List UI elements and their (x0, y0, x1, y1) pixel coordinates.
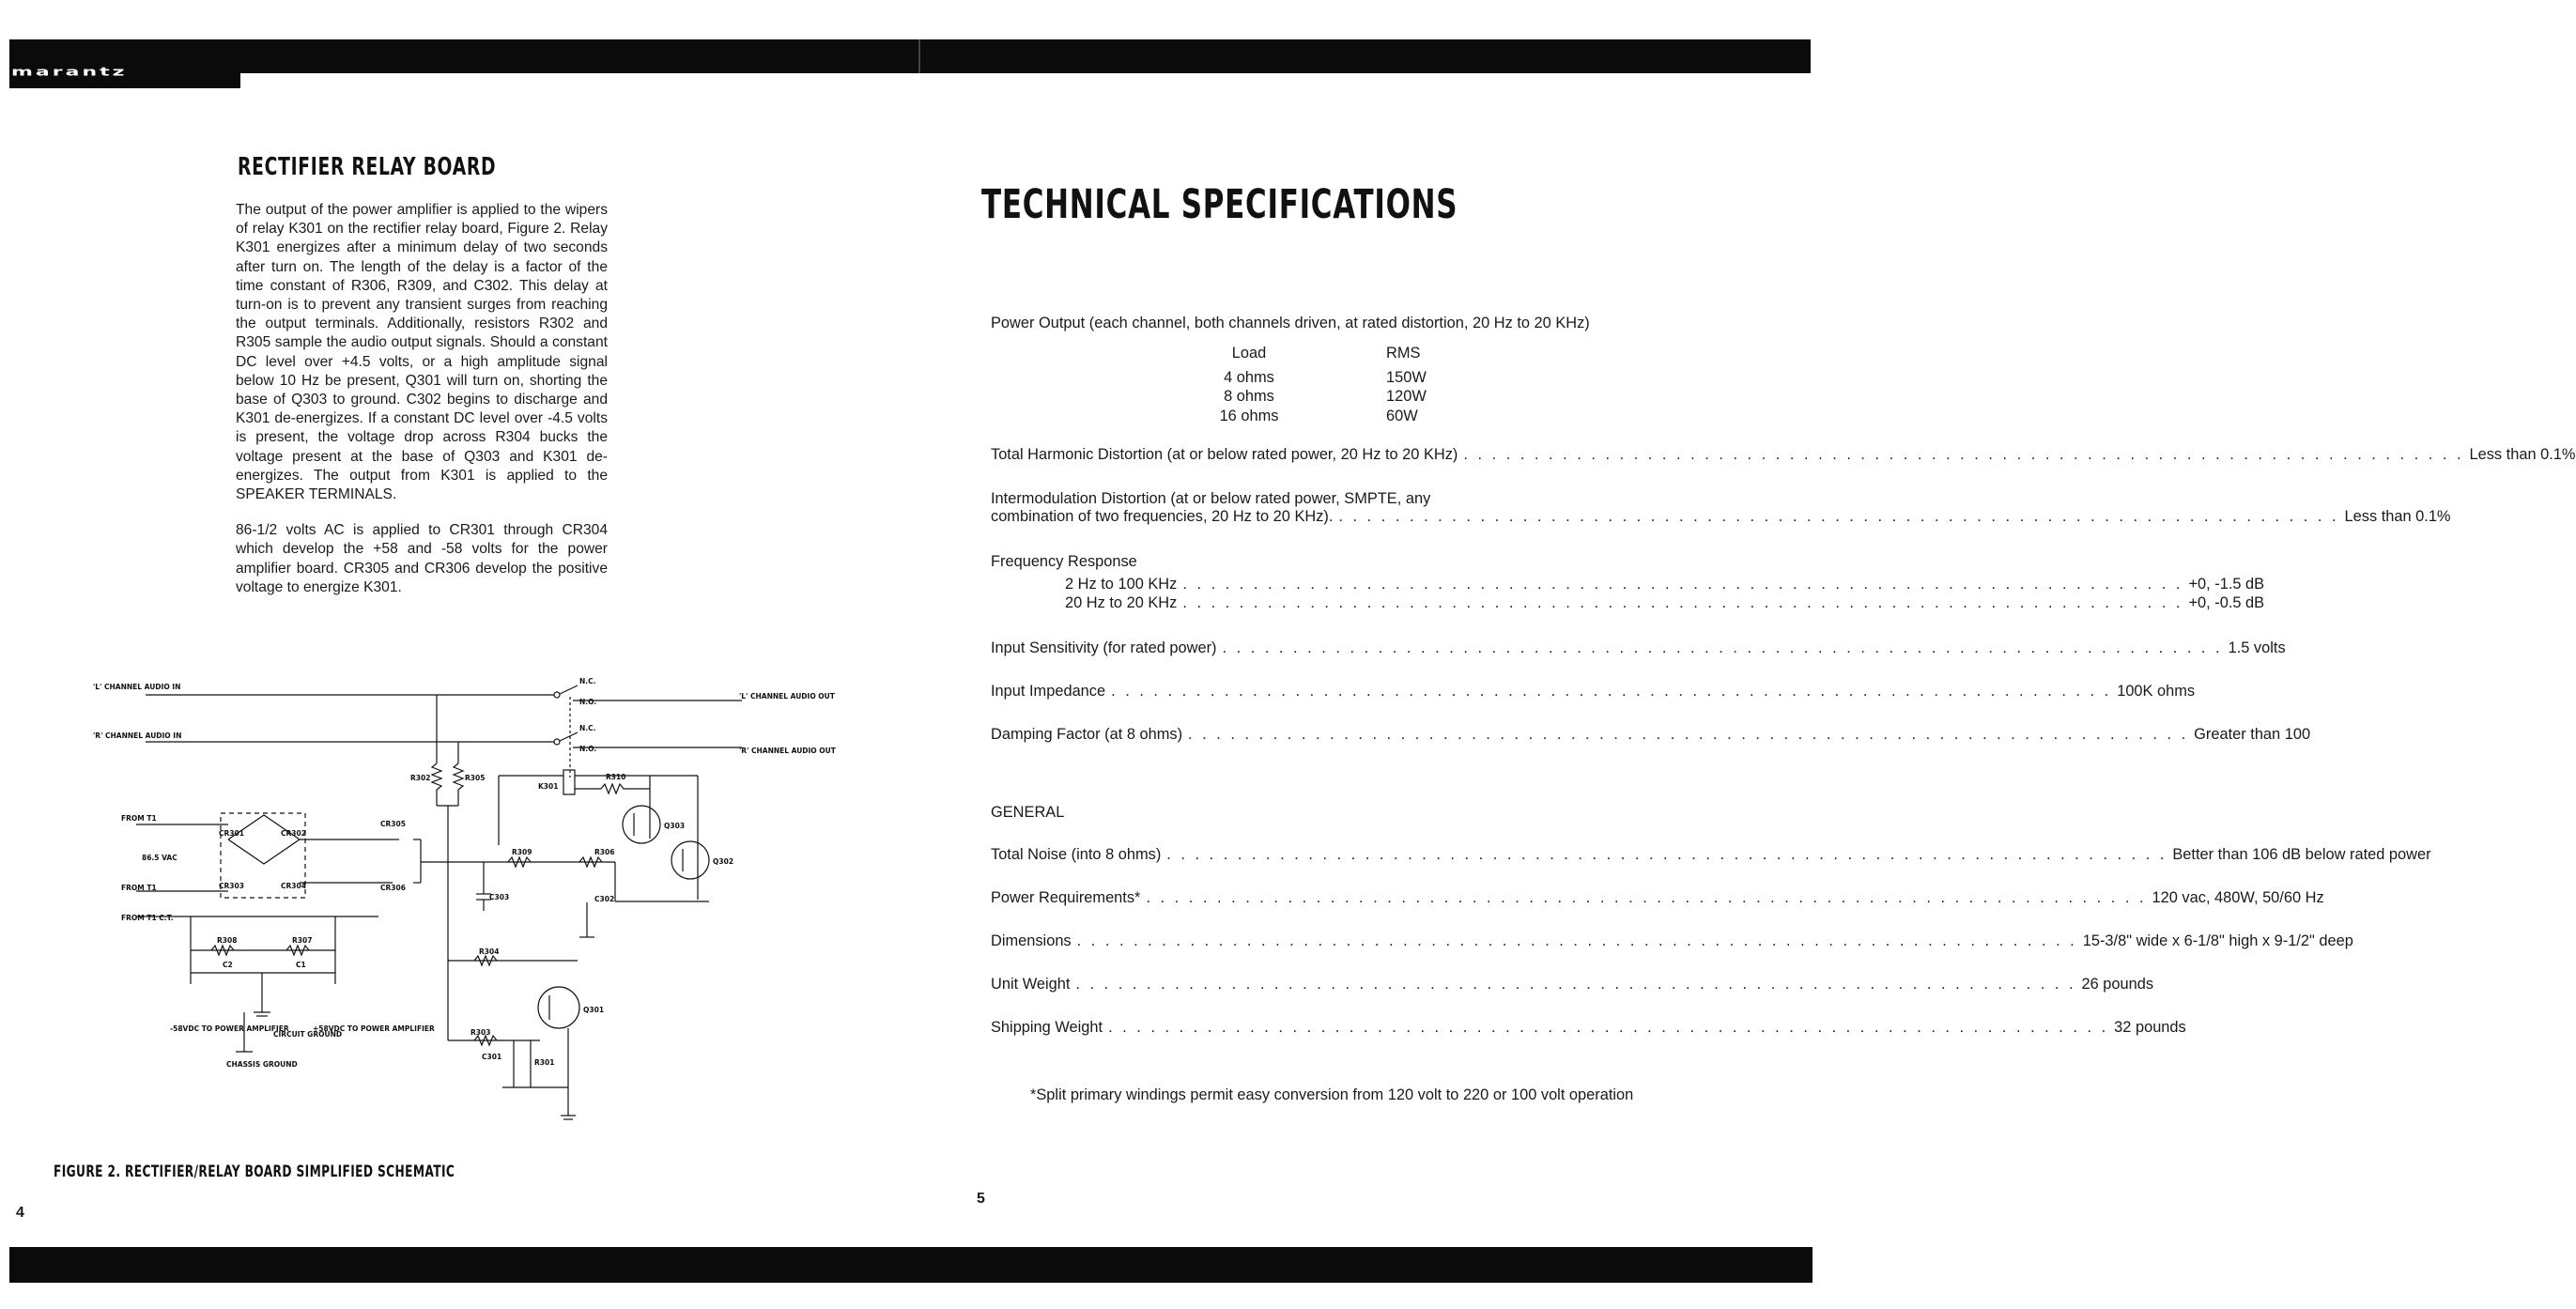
rms-column (1386, 344, 1427, 425)
dim-label: Dimensions (991, 932, 1072, 949)
leader-dots (1105, 683, 2117, 701)
leader-dots (1333, 508, 2344, 526)
spec-dimensions (991, 932, 2353, 950)
brand-logo: marantz (11, 66, 128, 79)
rms-8: 120W (1386, 388, 1427, 405)
freq-label: Frequency Response (991, 553, 1137, 570)
label-q301: Q301 (583, 1006, 605, 1014)
thd-value: Less than 0.1% (2469, 446, 2576, 463)
footnote: *Split primary windings permit easy conversion from 120 volt to 220 or 100 volt operation (1030, 1086, 1634, 1103)
unit-label: Unit Weight (991, 976, 1071, 993)
rms-4: 150W (1386, 368, 1427, 386)
load-column (1211, 344, 1287, 425)
label-c1: C1 (296, 961, 306, 969)
imd-label-1: Intermodulation Distortion (at or below rated power, SMPTE, any (991, 490, 1431, 507)
label-q302: Q302 (713, 857, 734, 866)
label-r310: R310 (606, 773, 626, 781)
bottom-black-bar (9, 1247, 1812, 1283)
rms-header: RMS (1386, 345, 1421, 362)
leader-dots (1177, 594, 2188, 612)
rectifier-body-text (236, 201, 608, 614)
label-pos58: +58VDC TO POWER AMPLIFIER (313, 1024, 435, 1033)
figure-caption: FIGURE 2. RECTIFIER/RELAY BOARD SIMPLIFIED SCHEMATIC (54, 1163, 455, 1181)
freq-1-value: +0, -1.5 dB (2188, 576, 2265, 593)
label-c2: C2 (223, 961, 233, 969)
label-r304: R304 (479, 947, 500, 956)
leader-dots (1070, 976, 2081, 993)
label-no-2: N.O. (579, 745, 597, 753)
leader-dots (1161, 846, 2172, 864)
dim-value: 15-3/8" wide x 6-1/8" high x 9-1/2" deep (2082, 932, 2353, 949)
label-cr304: CR304 (281, 882, 306, 890)
paragraph-1: The output of the power amplifier is applied to the wipers of relay K301 on the rectifier relay board, Figure 2. Relay K301 energizes after a minimum delay of two seconds after turn on. The length of the delay is a factor of the time constant of R306, R309, and C302. This delay at turn-on is to prevent any transient surges from reaching the output terminals. Additionally, resistors R302 and R305 sample the audio output signals. Should a constant DC level over +4.5 volts, or a high amplitude signal below 10 Hz be present, Q301 will turn on, shorting the base of Q303 to ground. C302 begins to discharge and K301 de-energizes. If a constant DC level over -4.5 volts is present, the voltage drop across R304 bucks the voltage present at the base of Q303 and K301 de-energizes. The output from K301 is applied to the SPEAKER TERMINALS. (236, 202, 608, 503)
load-16: 16 ohms (1219, 407, 1279, 424)
noise-value: Better than 106 dB below rated power (2172, 846, 2431, 863)
label-l-in: 'L' CHANNEL AUDIO IN (93, 683, 181, 691)
noise-label: Total Noise (into 8 ohms) (991, 846, 1162, 863)
spec-noise (991, 846, 2431, 864)
label-cr303: CR303 (219, 882, 244, 890)
label-r306: R306 (594, 848, 615, 856)
label-no-1: N.O. (579, 698, 597, 706)
damp-label: Damping Factor (at 8 ohms) (991, 726, 1183, 743)
spec-damping (991, 726, 2311, 744)
label-circuit-ground: CIRCUIT GROUND (273, 1030, 343, 1039)
label-r307: R307 (292, 936, 313, 945)
load-header: Load (1231, 345, 1267, 362)
ship-label: Shipping Weight (991, 1019, 1103, 1036)
leader-dots (1103, 1019, 2114, 1037)
label-nc-1: N.C. (579, 677, 596, 685)
ship-value: 32 pounds (2114, 1019, 2186, 1036)
label-cr302: CR302 (281, 829, 306, 838)
label-chassis-ground: CHASSIS GROUND (226, 1060, 298, 1069)
damp-value: Greater than 100 (2194, 726, 2311, 743)
label-from-t1-a: FROM T1 (121, 814, 157, 823)
leader-dots (1177, 576, 2188, 593)
label-r301: R301 (534, 1058, 555, 1067)
label-l-out: 'L' CHANNEL AUDIO OUT (739, 692, 835, 701)
fold-mark-top (918, 39, 920, 73)
spec-power (991, 889, 2324, 907)
paragraph-2: 86-1/2 volts AC is applied to CR301 through CR304 which develop the +58 and -58 volts for the power amplifier board. CR305 and CR306 develop the positive voltage to energize K301. (236, 522, 608, 595)
spec-thd (991, 446, 2576, 464)
label-from-t1-b: FROM T1 (121, 884, 157, 892)
leader-dots (1072, 932, 2083, 950)
label-cr301: CR301 (219, 829, 244, 838)
label-k301: K301 (538, 782, 559, 791)
label-q303: Q303 (664, 822, 686, 830)
sens-label: Input Sensitivity (for rated power) (991, 639, 1217, 656)
label-c302: C302 (594, 895, 615, 903)
spec-impedance (991, 683, 2196, 701)
freq-2-label: 20 Hz to 20 KHz (1065, 594, 1178, 611)
leader-dots (1140, 889, 2152, 907)
load-4: 4 ohms (1224, 368, 1274, 386)
rectifier-relay-board-title: RECTIFIER RELAY BOARD (238, 153, 497, 181)
spec-shipping-weight (991, 1019, 2186, 1037)
imd-value: Less than 0.1% (2344, 508, 2451, 525)
spec-freq-2 (1065, 594, 2265, 612)
freq-2-value: +0, -0.5 dB (2188, 594, 2265, 611)
leader-dots (1217, 639, 2229, 657)
spec-imd (991, 508, 2451, 526)
label-cr306: CR306 (380, 884, 406, 892)
power-output-label: Power Output (each channel, both channels driven, at rated distortion, 20 Hz to 20 KHz) (991, 315, 1590, 331)
load-8: 8 ohms (1224, 388, 1274, 405)
label-c303: C303 (489, 893, 510, 901)
power-label: Power Requirements* (991, 889, 1141, 906)
label-from-t1-ct: FROM T1 C.T. (121, 914, 174, 922)
rectifier-relay-schematic (89, 674, 836, 1125)
spec-unit-weight (991, 976, 2154, 993)
power-value: 120 vac, 480W, 50/60 Hz (2152, 889, 2324, 906)
sens-value: 1.5 volts (2228, 639, 2286, 656)
label-neg58: -58VDC TO POWER AMPLIFIER (170, 1024, 289, 1033)
unit-value: 26 pounds (2081, 976, 2154, 993)
label-r-out: 'R' CHANNEL AUDIO OUT (739, 747, 836, 755)
freq-1-label: 2 Hz to 100 KHz (1065, 576, 1178, 593)
thd-label: Total Harmonic Distortion (at or below rated power, 20 Hz to 20 KHz) (991, 446, 1458, 463)
imd-label-2: combination of two frequencies, 20 Hz to 20 KHz). (991, 508, 1334, 525)
label-r-in: 'R' CHANNEL AUDIO IN (93, 732, 182, 740)
label-r308: R308 (217, 936, 238, 945)
page-number-left: 4 (16, 1205, 24, 1221)
top-black-bar (9, 39, 1811, 73)
label-nc-2: N.C. (579, 724, 596, 732)
leader-dots (1182, 726, 2194, 744)
label-r303: R303 (470, 1028, 491, 1037)
label-r309: R309 (512, 848, 532, 856)
label-c301: C301 (482, 1053, 502, 1061)
imp-value: 100K ohms (2117, 683, 2196, 700)
rms-16: 60W (1386, 407, 1418, 424)
label-r305: R305 (465, 774, 486, 782)
technical-specifications-title: TECHNICAL SPECIFICATIONS (981, 181, 1458, 228)
general-heading: GENERAL (991, 804, 1065, 821)
label-cr305: CR305 (380, 820, 406, 828)
page-number-right: 5 (977, 1191, 985, 1207)
spec-sensitivity (991, 639, 2286, 657)
spec-freq-1 (1065, 576, 2265, 593)
label-vac: 86.5 VAC (142, 854, 177, 862)
label-r302: R302 (410, 774, 431, 782)
leader-dots (1458, 446, 2469, 464)
imp-label: Input Impedance (991, 683, 1106, 700)
